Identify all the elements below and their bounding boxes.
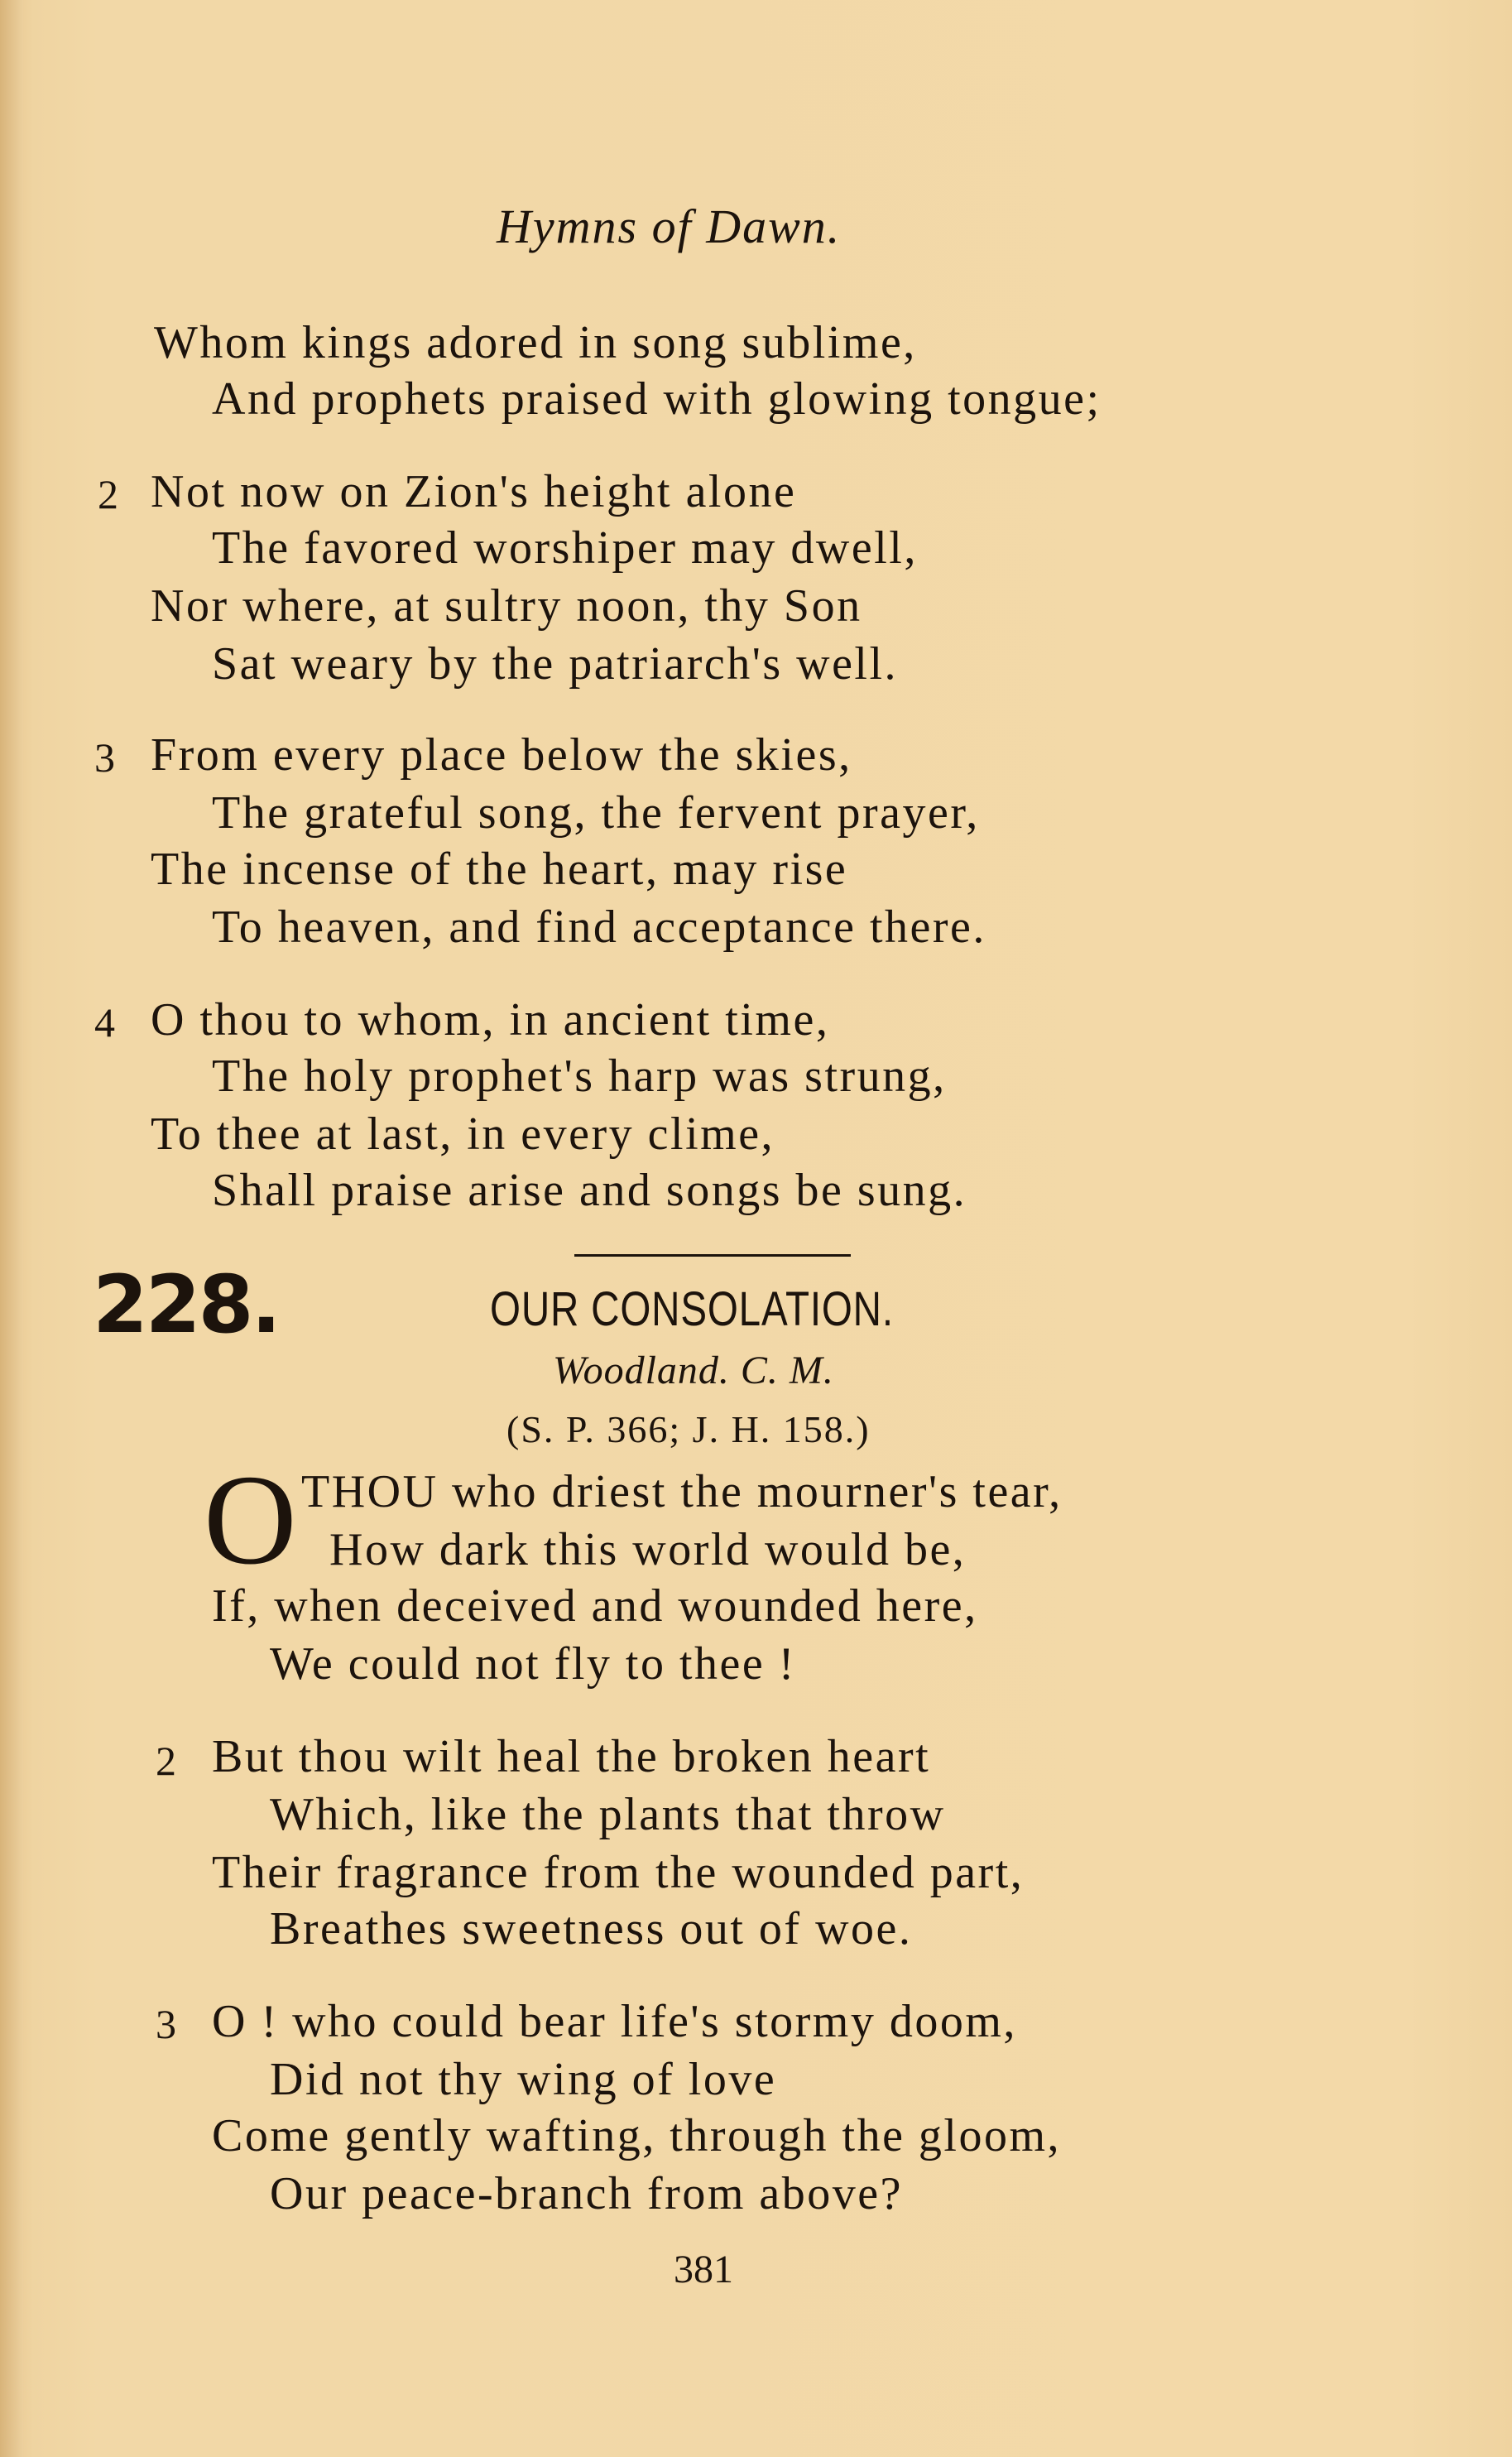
verse-line: The holy prophet's harp was strung,	[212, 1051, 947, 1102]
hymn-tune: Woodland. C. M.	[553, 1349, 834, 1392]
page-number: 381	[674, 2248, 733, 2291]
verse-line: The incense of the heart, may rise	[151, 844, 848, 895]
verse-line: How dark this world would be,	[329, 1524, 967, 1575]
verse-line: Not now on Zion's height alone	[151, 466, 797, 517]
verse-number: 4	[94, 999, 115, 1046]
verse-line: Whom kings adored in song sublime,	[154, 317, 917, 368]
hymn-reference: (S. P. 366; J. H. 158.)	[506, 1408, 871, 1450]
verse-line: To heaven, and find acceptance there.	[212, 902, 986, 953]
hymn-title: OUR CONSOLATION.	[490, 1282, 894, 1336]
verse-line: And prophets praised with glowing tongue;	[212, 373, 1102, 425]
verse-line: We could not fly to thee !	[270, 1638, 796, 1690]
verse-line: But thou wilt heal the broken heart	[212, 1731, 931, 1782]
running-head: Hymns of Dawn.	[497, 200, 842, 253]
verse-line: If, when deceived and wounded here,	[212, 1580, 978, 1632]
verse-line: O ! who could bear life's stormy doom,	[212, 1996, 1017, 2047]
section-divider	[574, 1254, 851, 1257]
hymn-number: 228.	[93, 1258, 279, 1351]
verse-line: To thee at last, in every clime,	[151, 1108, 775, 1160]
verse-line: From every place below the skies,	[151, 729, 852, 781]
verse-line: O thou to whom, in ancient time,	[151, 994, 830, 1046]
verse-number: 3	[156, 2001, 176, 2047]
verse-line: The favored worshiper may dwell,	[212, 522, 918, 574]
verse-line: Their fragrance from the wounded part,	[212, 1847, 1025, 1898]
verse-line: The grateful song, the fervent prayer,	[212, 787, 980, 839]
verse-number: 2	[98, 471, 118, 517]
verse-line: Shall praise arise and songs be sung.	[212, 1165, 967, 1216]
verse-number: 3	[94, 734, 115, 781]
verse-line: THOU who driest the mourner's tear,	[301, 1466, 1063, 1517]
verse-line: Breathes sweetness out of woe.	[270, 1903, 913, 1955]
verse-number: 2	[156, 1738, 176, 1784]
verse-line: Which, like the plants that throw	[270, 1789, 946, 1840]
verse-line: Did not thy wing of love	[270, 2054, 777, 2105]
verse-line: Our peace-branch from above?	[270, 2168, 903, 2219]
verse-line: Sat weary by the patriarch's well.	[212, 638, 899, 690]
verse-line: Come gently wafting, through the gloom,	[212, 2110, 1062, 2161]
verse-line: Nor where, at sultry noon, thy Son	[151, 580, 862, 632]
drop-cap: O	[204, 1448, 297, 1591]
page-spine-edge	[0, 0, 23, 2457]
